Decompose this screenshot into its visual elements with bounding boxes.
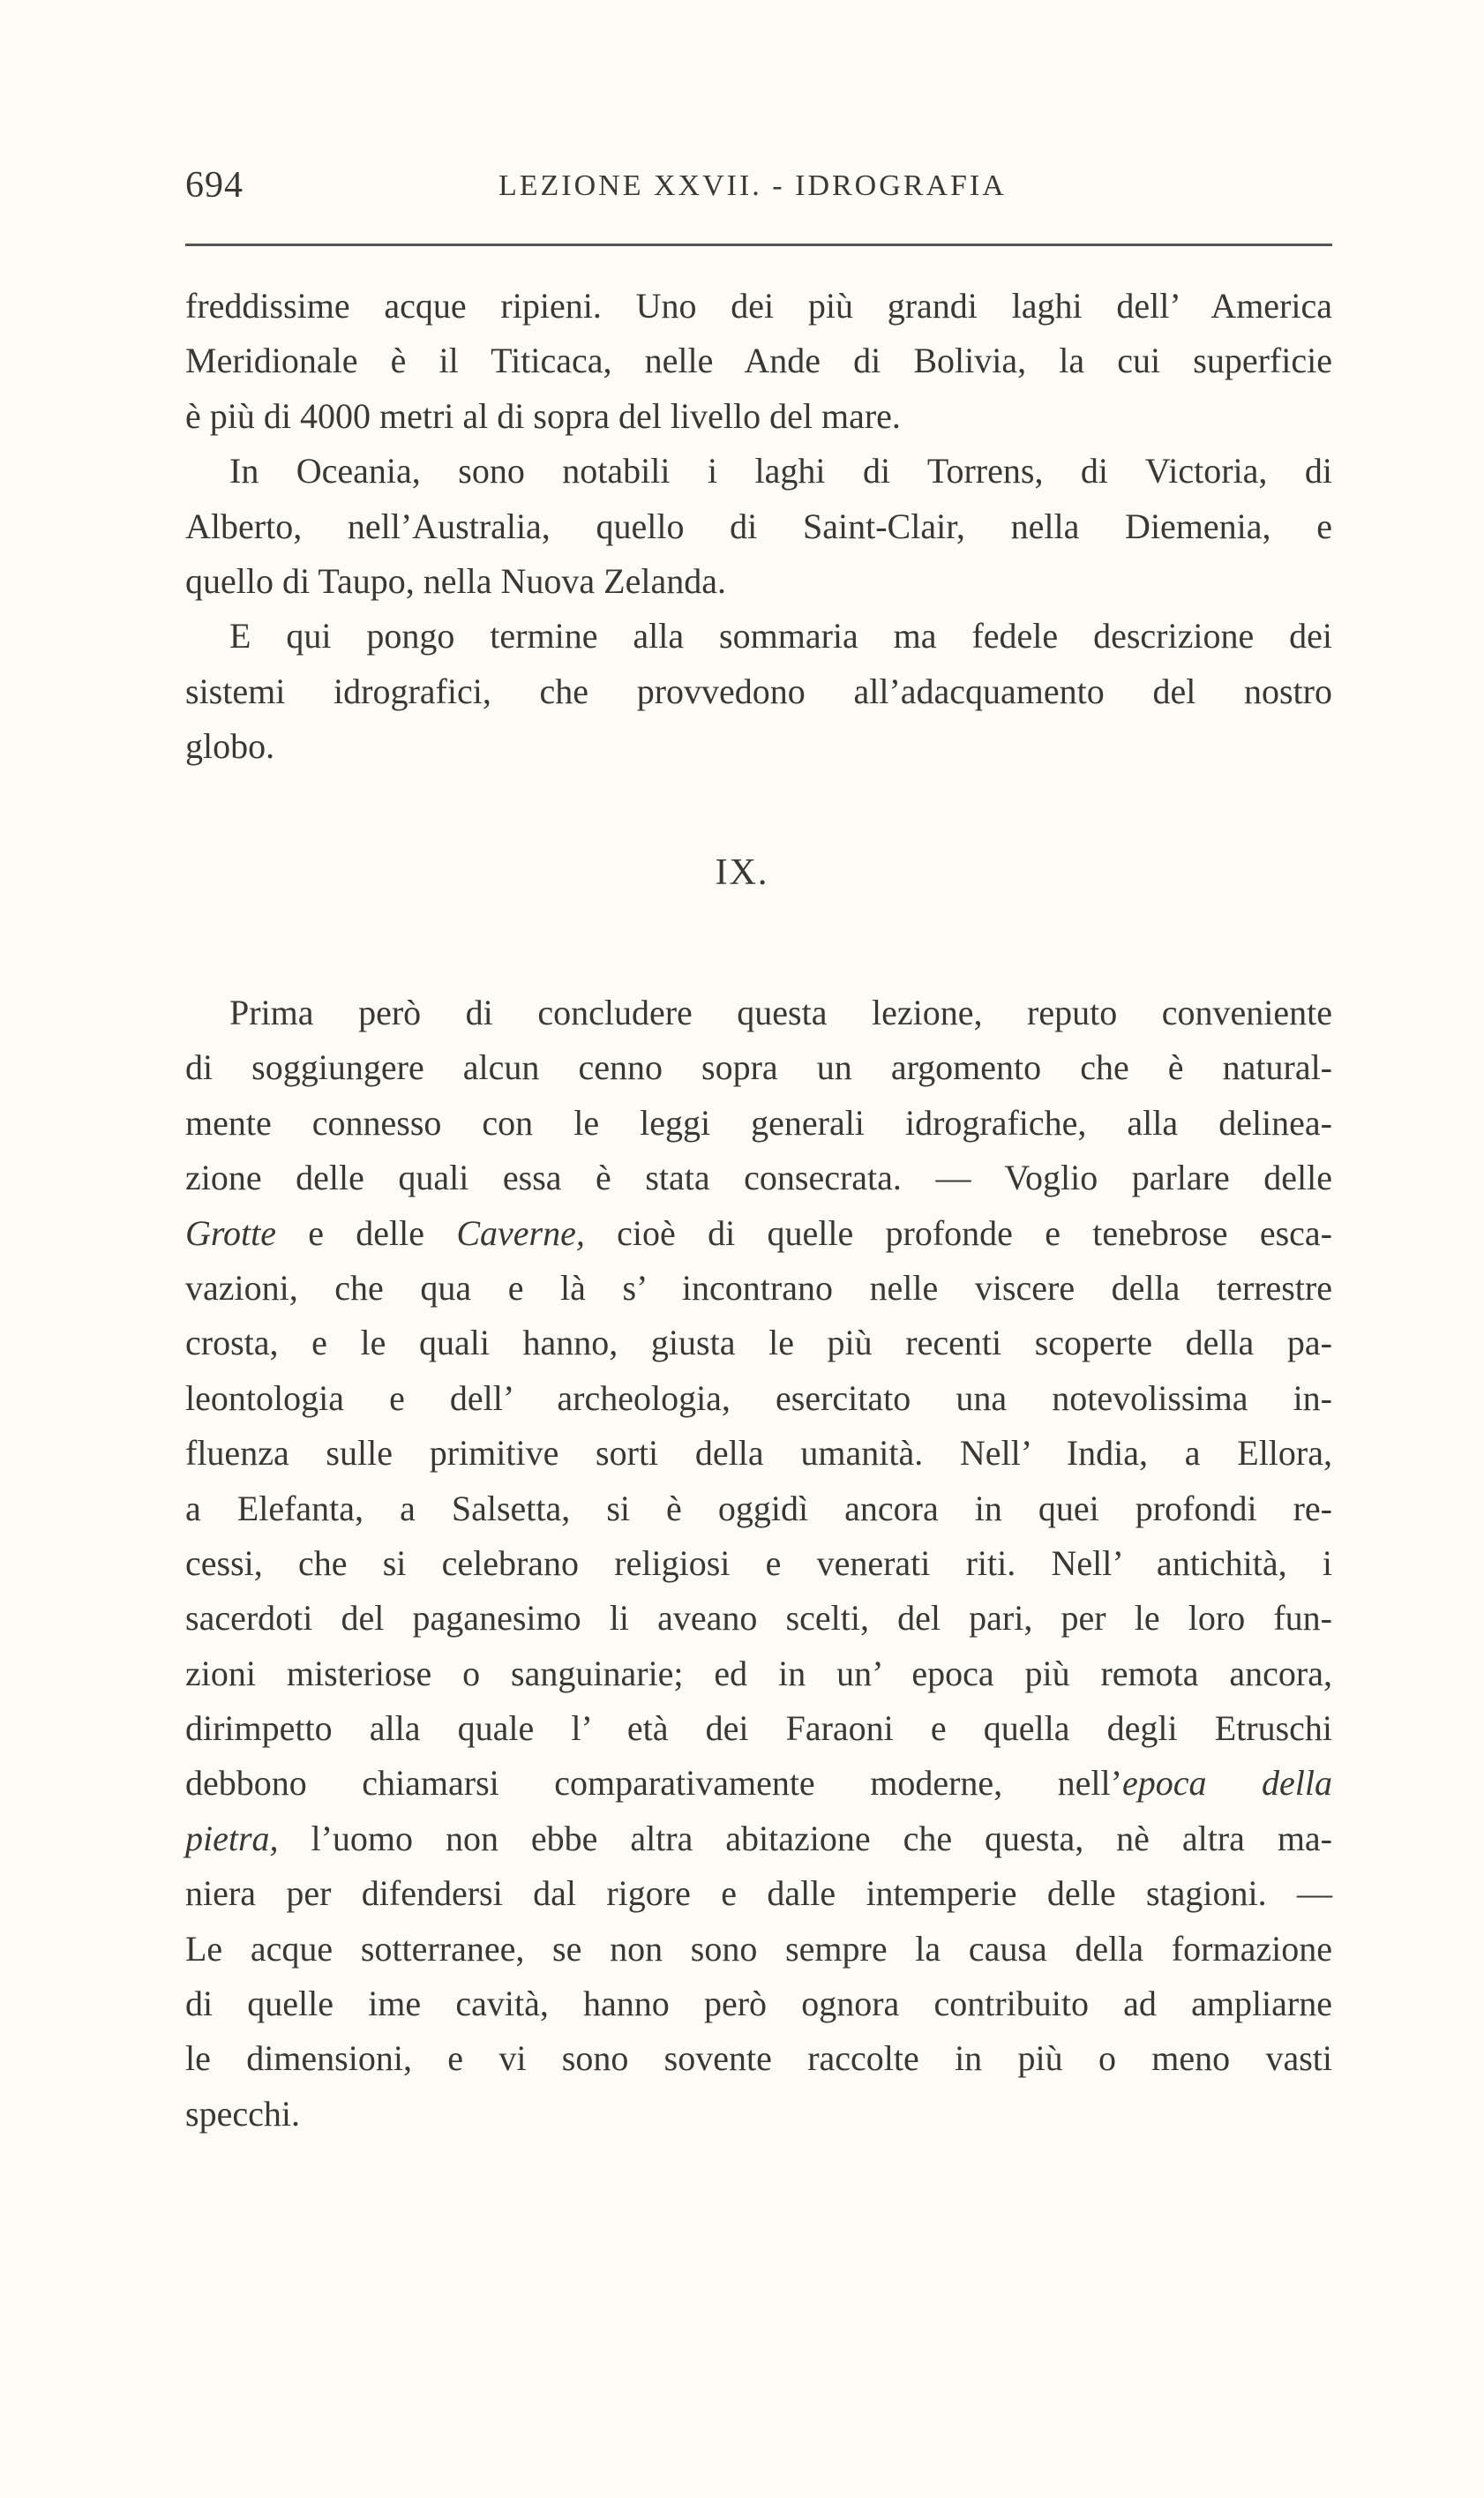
text-line: fluenza sulle primitive sorti della umanità. Nell’ India, a Ellora, xyxy=(185,1433,1332,1474)
text-fragment: e delle xyxy=(275,1212,457,1253)
text-line: sacerdoti del paganesimo li aveano scelti, del pari, per le loro fun- xyxy=(185,1598,1332,1639)
paragraph-block-lakes xyxy=(185,279,1332,775)
text-line: le dimensioni, e vi sono sovente raccolte in più o meno vasti xyxy=(185,2038,1332,2079)
text-line: sistemi idrografici, che provvedono all’adacquamento del nostro xyxy=(185,671,1332,711)
text-line: niera per difendersi dal rigore e dalle intemperie delle stagioni. — xyxy=(185,1873,1332,1914)
italic-term-epoca: epoca della xyxy=(1121,1763,1332,1804)
paragraph-block-caves xyxy=(185,986,1332,2142)
text-line-mixed xyxy=(185,1812,1332,1866)
text-line-mixed xyxy=(185,1206,1332,1261)
text-line: di quelle ime cavità, hanno però ognora contribuito ad ampliarne xyxy=(185,1984,1332,2024)
text-line: Meridionale è il Titicaca, nelle Ande di Bolivia, la cui superficie xyxy=(185,341,1332,381)
text-fragment: debbono chiamarsi comparativamente moderne, nell’ xyxy=(185,1763,1122,1804)
text-line: zioni misteriose o sanguinarie; ed in un’ epoca più remota ancora, xyxy=(185,1653,1332,1693)
text-line: In Oceania, sono notabili i laghi di Torrens, di Victoria, di xyxy=(229,451,1332,491)
text-line: crosta, e le quali hanno, giusta le più recenti scoperte della pa- xyxy=(185,1323,1332,1363)
text-line: è più di 4000 metri al di sopra del livello del mare. xyxy=(185,395,901,436)
text-line: cessi, che si celebrano religiosi e venerati riti. Nell’ antichità, i xyxy=(185,1542,1332,1583)
text-line: specchi. xyxy=(185,2093,300,2134)
text-line: zione delle quali essa è stata consecrata. — Voglio parlare delle xyxy=(185,1158,1332,1198)
text-line: di soggiungere alcun cenno sopra un argomento che è natural- xyxy=(185,1047,1332,1088)
italic-term-caverne: Caverne, xyxy=(456,1212,585,1253)
text-line: Le acque sotterranee, se non sono sempre la causa della formazione xyxy=(185,1928,1332,1969)
text-line: dirimpetto alla quale l’ età dei Faraoni e quella degli Etruschi xyxy=(185,1708,1332,1749)
text-line: a Elefanta, a Salsetta, si è oggidì ancora in quei profondi re- xyxy=(185,1488,1332,1528)
page-number: 694 xyxy=(185,165,244,206)
text-line: quello di Taupo, nella Nuova Zelanda. xyxy=(185,560,726,601)
text-line: globo. xyxy=(185,726,275,767)
text-line: E qui pongo termine alla sommaria ma fedele descrizione dei xyxy=(229,616,1332,656)
italic-term-grotte: Grotte xyxy=(185,1212,276,1253)
text-line: leontologia e dell’ archeologia, esercitato una notevolissima in- xyxy=(185,1377,1332,1418)
text-line: freddissime acque ripieni. Uno dei più grandi laghi dell’ America xyxy=(185,286,1332,326)
text-line: Alberto, nell’Australia, quello di Saint-Clair, nella Diemenia, e xyxy=(185,506,1332,546)
section-heading: IX. xyxy=(715,852,769,893)
text-line-mixed xyxy=(185,1756,1332,1811)
text-line: vazioni, che qua e là s’ incontrano nelle viscere della terrestre xyxy=(185,1267,1332,1308)
header-rule xyxy=(185,244,1332,246)
text-line: Prima però di concludere questa lezione, reputo conveniente xyxy=(229,993,1332,1032)
text-fragment: l’uomo non ebbe altra abitazione che questa, nè altra ma- xyxy=(278,1818,1332,1858)
text-fragment: cioè di quelle profonde e tenebrose esca- xyxy=(584,1212,1332,1253)
text-line: mente connesso con le leggi generali idrografiche, alla delinea- xyxy=(185,1102,1332,1143)
italic-term-pietra: pietra, xyxy=(185,1818,279,1858)
page-header xyxy=(185,164,1332,217)
running-head: LEZIONE XXVII. - IDROGRAFIA xyxy=(498,169,1007,202)
